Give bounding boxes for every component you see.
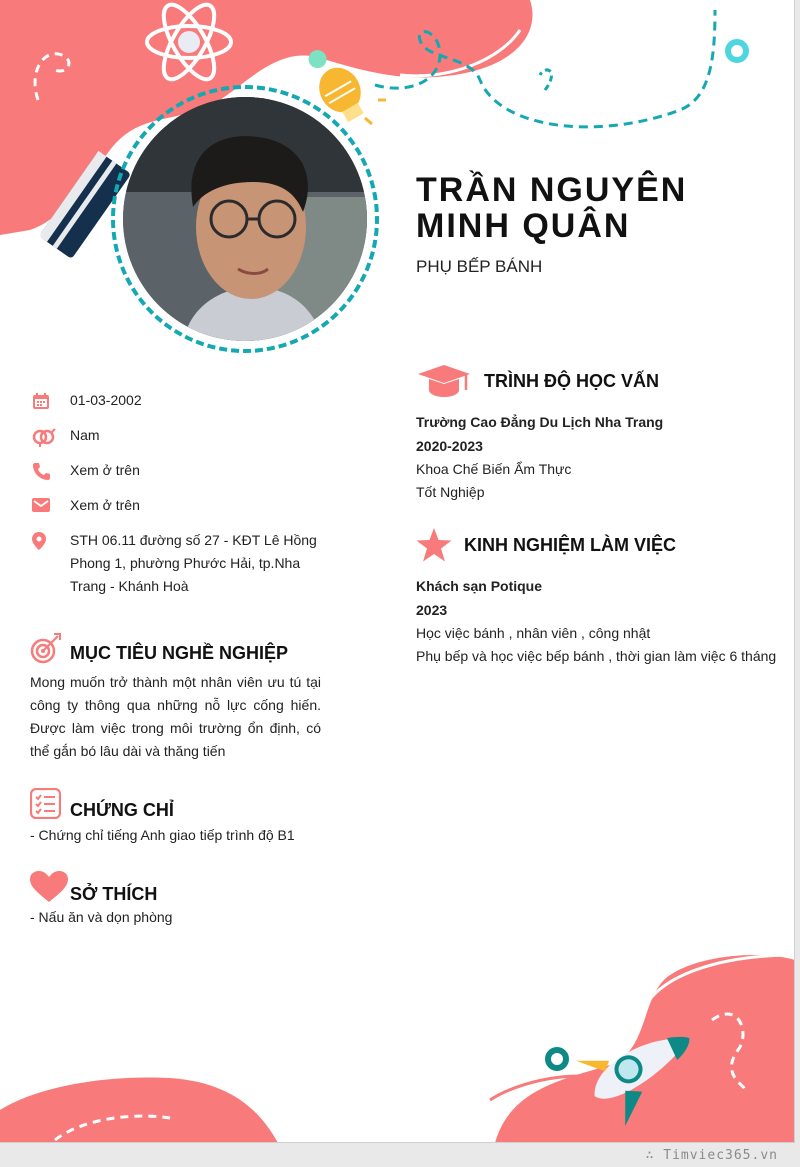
objective-title: MỤC TIÊU NGHỀ NGHIỆP — [70, 643, 289, 663]
info-address — [32, 529, 320, 598]
ring-dot-bottom — [548, 1050, 566, 1068]
bottom-left-blob — [0, 1077, 278, 1143]
candidate-name: TRẦN NGUYÊN MINH QUÂN — [416, 171, 688, 245]
education-school: Trường Cao Đẳng Du Lịch Nha Trang — [416, 414, 664, 430]
checklist-icon — [30, 788, 61, 824]
address-value: STH 06.11 đường số 27 - KĐT Lê Hồng Phong 1, phường Phước Hải, tp.Nha Trang - Khánh Hoà — [70, 532, 317, 594]
education-title: TRÌNH ĐỘ HỌC VẤN — [484, 371, 659, 391]
graduation-cap-icon — [416, 364, 472, 403]
experience-role: Học việc bánh , nhân viên , công nhật — [416, 625, 651, 641]
target-icon — [30, 632, 62, 669]
gender-value: Nam — [70, 427, 100, 443]
info-birthday — [32, 389, 320, 412]
email-value: Xem ở trên — [70, 497, 140, 513]
calendar-icon — [32, 389, 70, 412]
phone-icon — [32, 459, 70, 482]
heart-icon — [30, 871, 68, 908]
experience-year: 2023 — [416, 602, 448, 618]
info-email — [32, 494, 320, 517]
gender-icon — [32, 424, 70, 447]
person-portrait-icon — [123, 97, 367, 341]
objective-text: Mong muốn trở thành một nhân viên ưu tú tại công ty thông qua những nỗ lực cống hiến. Được làm việc trong môi trường ổn định, có thể gắn bó lâu dài và thăng tiến — [30, 674, 321, 759]
star-icon — [416, 528, 452, 567]
education-period: 2020-2023 — [416, 438, 483, 454]
certificates-title: CHỨNG CHỈ — [70, 800, 174, 820]
education-major: Khoa Chế Biến Ẩm Thực — [416, 461, 572, 477]
location-pin-icon — [32, 529, 70, 598]
watermark: ∴ Timviec365.vn — [645, 1148, 778, 1163]
profile-photo — [123, 97, 367, 341]
experience-company: Khách sạn Potique — [416, 578, 543, 594]
phone-value: Xem ở trên — [70, 462, 140, 478]
hobbies-title: SỞ THÍCH — [70, 884, 158, 904]
education-result: Tốt Nghiệp — [416, 484, 485, 500]
birthday-value: 01-03-2002 — [70, 392, 142, 408]
candidate-position: PHỤ BẾP BÁNH — [416, 257, 543, 276]
hobbies-text: - Nấu ăn và dọn phòng — [30, 909, 173, 925]
ring-dot-top-right — [728, 42, 746, 60]
experience-description: Phụ bếp và học việc bếp bánh , thời gian làm việc 6 tháng — [416, 648, 777, 664]
info-phone — [32, 459, 320, 482]
certificates-text: - Chứng chỉ tiếng Anh giao tiếp trình độ B1 — [30, 827, 295, 843]
loop-top-right — [540, 70, 551, 90]
experience-title: KINH NGHIỆM LÀM VIỆC — [464, 535, 677, 555]
envelope-icon — [32, 494, 70, 517]
info-gender — [32, 424, 320, 447]
